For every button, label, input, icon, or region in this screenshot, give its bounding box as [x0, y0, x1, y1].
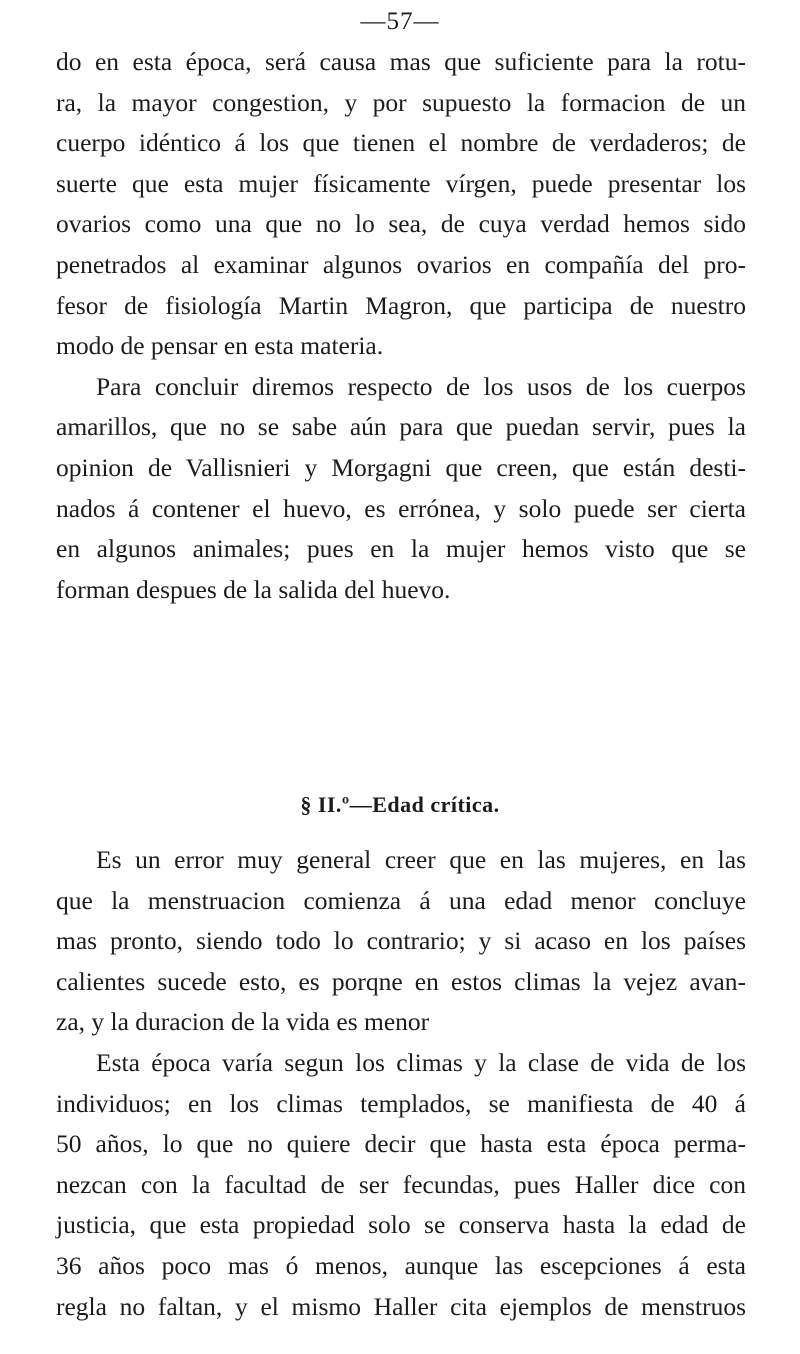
text-line: regla no faltan, y el mismo Haller cita ejemplos de menstruos: [56, 1291, 746, 1321]
text-line: individuos; en los climas templados, se manifiesta de 40 á: [56, 1088, 746, 1118]
text-line: opinion de Vallisnieri y Morgagni que creen, que están desti-: [56, 452, 746, 482]
text-block-lower: [56, 840, 746, 1327]
paragraph-general-error: [56, 840, 746, 1043]
text-line: Para concluir diremos respecto de los usos de los cuerpos: [96, 371, 746, 401]
text-line: suerte que esta mujer físicamente vírgen, puede presentar los: [56, 168, 746, 198]
text-line: Es un error muy general creer que en las mujeres, en las: [96, 845, 746, 874]
text-line: fesor de fisiología Martin Magron, que participa de nuestro: [56, 290, 746, 320]
section-heading: § II.º—Edad crítica.: [300, 792, 500, 817]
text-block-upper: [56, 42, 746, 610]
page-number: —57—: [360, 8, 440, 35]
text-line: modo de pensar en esta materia.: [56, 331, 384, 361]
text-line: do en esta época, será causa mas que suficiente para la rotu-: [56, 47, 746, 76]
text-line: ovarios como una que no lo sea, de cuya verdad hemos sido: [56, 209, 746, 239]
text-line: cuerpo idéntico á los que tienen el nombre de verdaderos; de: [56, 128, 746, 158]
text-line: 50 años, lo que no quiere decir que hasta esta época perma-: [56, 1129, 746, 1159]
text-line: za, y la duracion de la vida es menor: [56, 1007, 430, 1037]
text-line: calientes sucede esto, es porqne en estos climas la vejez avan-: [56, 966, 746, 996]
text-line: que la menstruacion comienza á una edad menor concluye: [56, 885, 746, 915]
paragraph-continuation: [56, 42, 746, 367]
text-line: 36 años poco mas ó menos, aunque las escepciones á esta: [56, 1250, 746, 1280]
paragraph-corpora-lutea: [56, 367, 746, 611]
text-line: justicia, que esta propiedad solo se conserva hasta la edad de: [56, 1210, 746, 1240]
text-line: nezcan con la facultad de ser fecundas, pues Haller dice con: [56, 1169, 746, 1199]
paragraph-climates: [56, 1043, 746, 1327]
text-line: ra, la mayor congestion, y por supuesto la formacion de un: [56, 87, 746, 117]
text-line: amarillos, que no se sabe aún para que puedan servir, pues la: [56, 412, 746, 442]
text-line: en algunos animales; pues en la mujer hemos visto que se: [56, 534, 746, 564]
text-line: mas pronto, siendo todo lo contrario; y si acaso en los países: [56, 926, 746, 956]
text-line: penetrados al examinar algunos ovarios en compañía del pro-: [56, 249, 746, 279]
text-line: Esta época varía segun los climas y la clase de vida de los: [96, 1047, 746, 1077]
text-line: nados á contener el huevo, es errónea, y solo puede ser cierta: [56, 493, 746, 523]
text-line: forman despues de la salida del huevo.: [56, 574, 451, 604]
